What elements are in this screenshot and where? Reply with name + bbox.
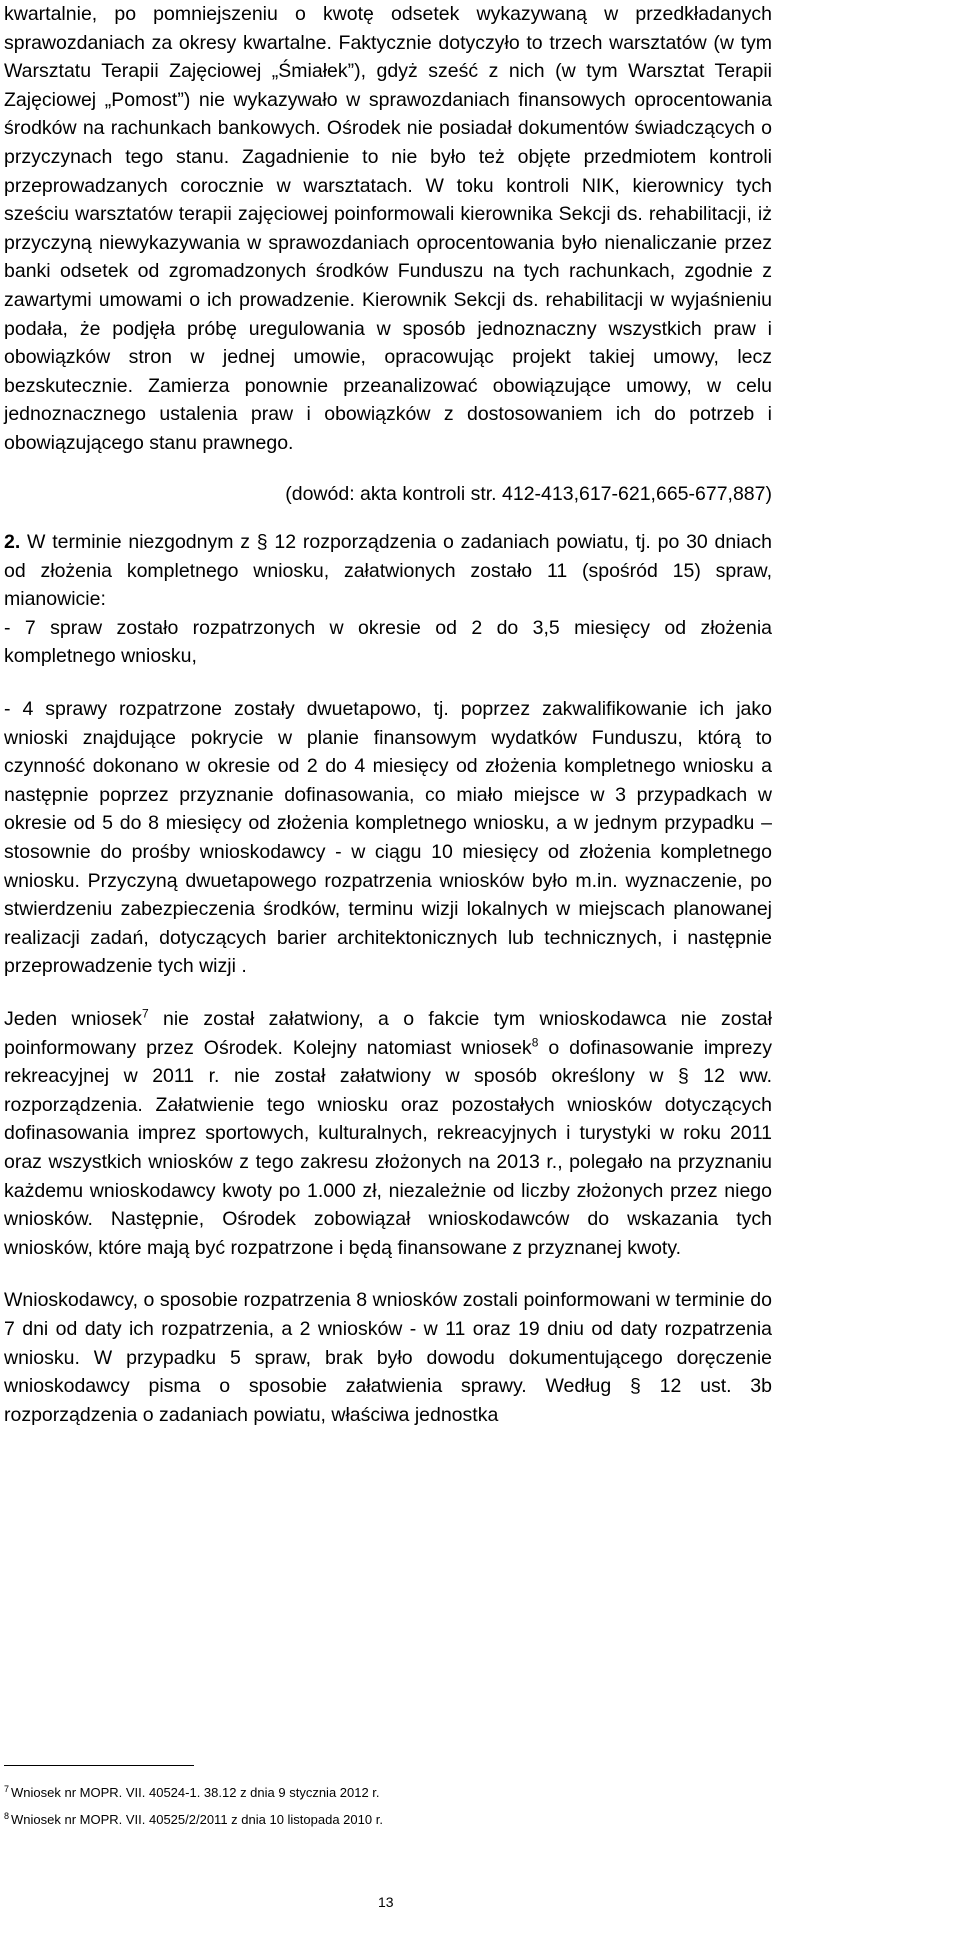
footnote-mark: 7 bbox=[4, 1783, 10, 1794]
paragraph-point-2 bbox=[4, 528, 772, 614]
body-text bbox=[4, 0, 772, 1429]
text-segment: o dofinasowanie imprezy rekreacyjnej w 2011 r. nie został załatwiony w sposób określony w § 12 ww. rozporządzenia. Załatwienie tego wniosku oraz pozostałych wniosków dotyczących dofinasowania imprez sportowych, kulturalnych, rekreacyjnych i turystyki w roku 2011 oraz wszystkich wniosków z tego zakresu złożonych na 2013 r., polegało na przyznaniu każdemu wnioskodawcy kwoty po 1.000 zł, niezależnie od liczby złożonych przez niego wniosków. Następnie, Ośrodek zobowiązał wnioskodawców do wskazania tych wniosków, które mają być rozpatrzone i będą finansowane z przyznanej kwoty. bbox=[4, 1036, 772, 1259]
footnote-separator bbox=[4, 1765, 194, 1766]
footnotes bbox=[4, 1779, 764, 1833]
text-segment: Jeden wniosek bbox=[4, 1008, 142, 1030]
paragraph-jeden-wniosek bbox=[4, 1005, 772, 1262]
footnote-ref-7[interactable]: 7 bbox=[141, 1006, 149, 1021]
footnote-mark: 8 bbox=[4, 1810, 10, 1821]
point-2-text: W terminie niezgodnym z § 12 rozporządzenia o zadaniach powiatu, tj. po 30 dniach od złożenia kompletnego wniosku, załatwionych zostało 11 (spośród 15) spraw, mianowicie: bbox=[4, 531, 772, 611]
point-number: 2. bbox=[4, 531, 21, 554]
paragraph-7-spraw: - 7 spraw zostało rozpatrzonych w okresie od 2 do 3,5 miesięcy od złożenia kompletnego wniosku, bbox=[4, 616, 772, 668]
footnote-text: Wniosek nr MOPR. VII. 40524-1. 38.12 z dnia 9 stycznia 2012 r. bbox=[11, 1785, 380, 1800]
text-segment: nie został załatwiony, a o fakcie tym wnioskodawca nie został poinformowany przez Ośrodek. Kolejny natomiast wniosek bbox=[4, 1008, 772, 1059]
paragraph-oprocentowanie: kwartalnie, po pomniejszeniu o kwotę odsetek wykazywaną w przedkładanych sprawozdaniach za okresy kwartalne. Faktycznie dotyczyło to trzech warsztatów (w tym Warsztatu Terapii Zajęciowej „Śmiałek”), gdyż sześć z nich (w tym Warsztat Terapii Zajęciowej „Pomost”) nie wykazywało w sprawozdaniach finansowych oprocentowania środków na rachunkach bankowych. Ośrodek nie posiadał dokumentów świadczących o przyczynach tego stanu. Zagadnienie to nie było też objęte przedmiotem kontroli przeprowadzanych corocznie w warsztatach. W toku kontroli NIK, kierownicy tych sześciu warsztatów terapii zajęciowej poinformowali kierownika Sekcji ds. rehabilitacji, iż przyczyną niewykazywania w sprawozdaniach oprocentowania było nienaliczanie przez banki odsetek od zgromadzonych środków Funduszu na tych rachunkach, zgodnie z zawartymi umowami o ich prowadzenie. Kierownik Sekcji ds. rehabilitacji w wyjaśnieniu podała, że podjęła próbę uregulowania w sposób jednoznaczny wszystkich praw i obowiązków stron w jednej umowie, opracowując projekt takiej umowy, lecz bezskutecznie. Zamierza ponownie przeanalizować obowiązujące umowy, w celu jednoznacznego ustalenia praw i obowiązków z dostosowaniem ich do potrzeb i obowiązującego stanu prawnego. bbox=[4, 3, 772, 454]
paragraph-4-sprawy: - 4 sprawy rozpatrzone zostały dwuetapowo, tj. poprzez zakwalifikowanie ich jako wnioski znajdujące pokrycie w planie finansowym wydatków Funduszu, którą to czynność dokonano w okresie od 2 do 4 miesięcy od złożenia kompletnego wniosku a następnie poprzez przyznanie dofinasowania, co miało miejsce w 3 przypadkach w okresie od 5 do 8 miesięcy od złożenia kompletnego wniosku, a w jednym przypadku – stosownie do prośby wnioskodawcy - w ciągu 10 miesięcy od złożenia kompletnego wniosku. Przyczyną dwuetapowego rozpatrzenia wniosków było m.in. wyznaczenie, po stwierdzeniu zabezpieczenia środków, terminu wizji lokalnych w miejscach planowanej realizacji zadań, dotyczących barier architektonicznych lub technicznych, i następnie przeprowadzenie tych wizji . bbox=[4, 698, 772, 978]
evidence-reference: (dowód: akta kontroli str. 412-413,617-621,665-677,887) bbox=[285, 482, 772, 505]
footnote-text: Wniosek nr MOPR. VII. 40525/2/2011 z dnia 10 listopada 2010 r. bbox=[11, 1812, 383, 1827]
paragraph-wnioskodawcy: Wnioskodawcy, o sposobie rozpatrzenia 8 wniosków zostali poinformowani w terminie do 7 dni od daty ich rozpatrzenia, a 2 wniosków - w 11 oraz 19 dniu od daty rozpatrzenia wniosku. W przypadku 5 spraw, brak było dowodu dokumentującego doręczenie wnioskodawcy pisma o sposobie załatwienia sprawy. Według § 12 ust. 3b rozporządzenia o zadaniach powiatu, właściwa jednostka bbox=[4, 1289, 772, 1426]
footnote-7 bbox=[4, 1779, 764, 1806]
footnote-8 bbox=[4, 1806, 764, 1833]
page-number: 13 bbox=[378, 1894, 394, 1910]
footnote-ref-8[interactable]: 8 bbox=[531, 1035, 539, 1050]
